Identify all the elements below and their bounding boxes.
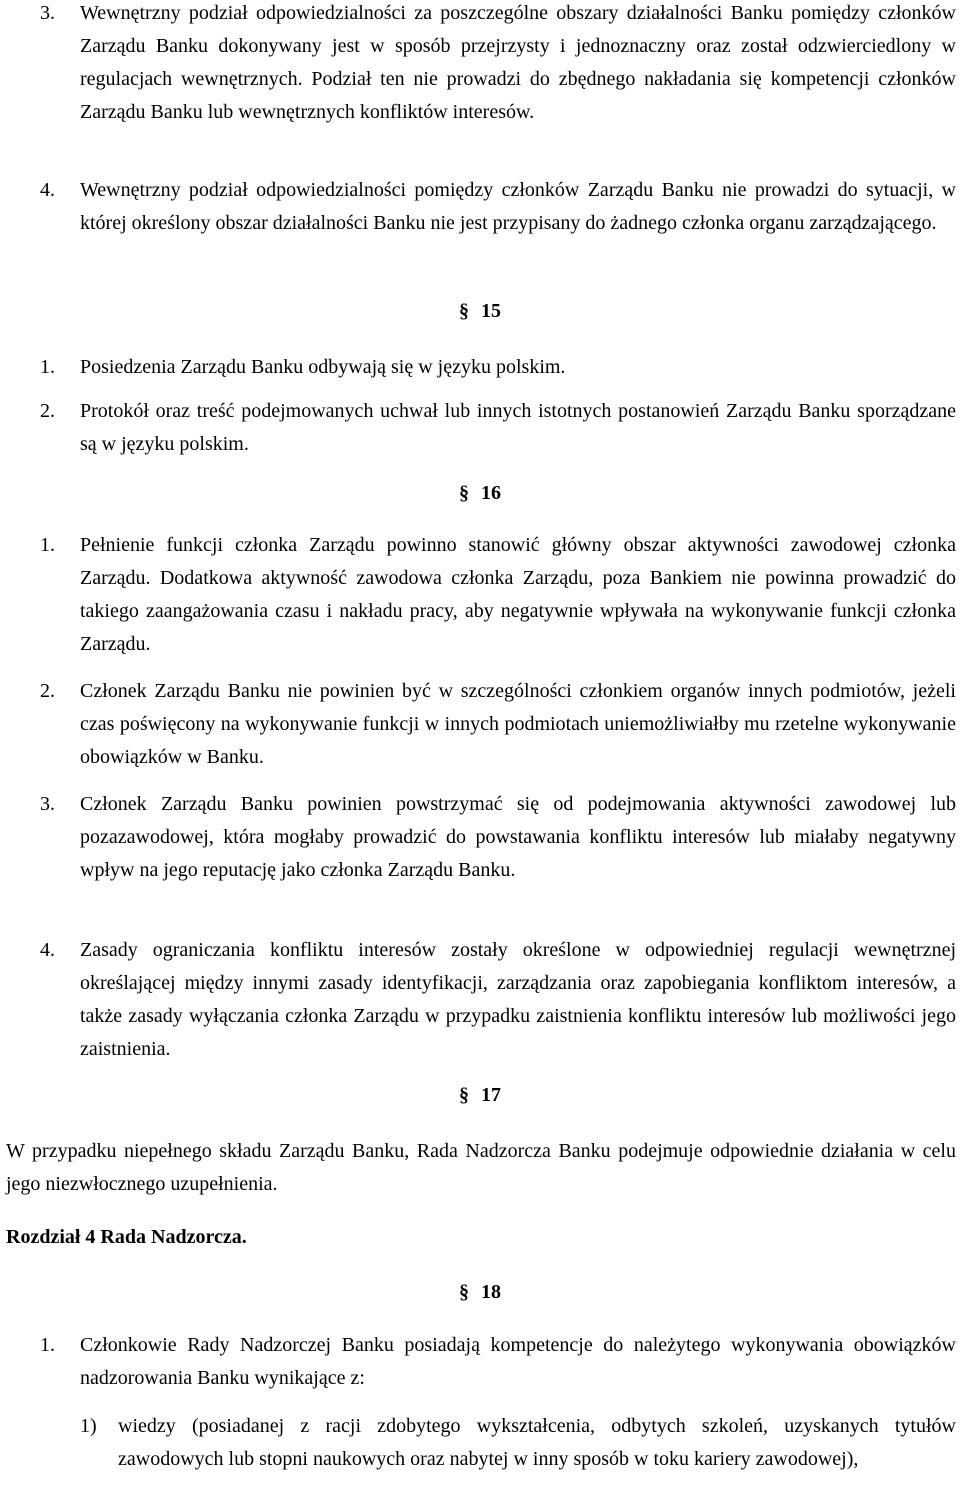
paragraph-number: 1. [40,356,55,378]
paragraph-number: 2. [40,680,55,702]
paragraph-16-3 [40,788,956,887]
paragraph-number: 3. [40,2,55,24]
paragraph-number: 1. [40,534,55,556]
paragraph-text: Wewnętrzny podział odpowiedzialności pomiędzy członków Zarządu Banku nie prowadzi do sytuacji, w której określony obszar działalności Banku nie jest przypisany do żadnego członka organu zarządzającego. [80,179,956,234]
paragraph-18-1 [40,1329,956,1395]
paragraph-text: Członek Zarządu Banku nie powinien być w szczególności członkiem organów innych podmiotów, jeżeli czas poświęcony na wykonywanie funkcji w innych podmiotach uniemożliwiałby mu rzetelne wykonywanie obowiązków w Banku. [80,680,956,768]
paragraph-text: Protokół oraz treść podejmowanych uchwał lub innych istotnych postanowień Zarządu Banku sporządzane są w języku polskim. [80,400,956,455]
paragraph-text: Wewnętrzny podział odpowiedzialności za poszczególne obszary działalności Banku pomiędzy członków Zarządu Banku dokonywany jest w sposób przejrzysty i jednoznaczny oraz został odzwierciedlony w regulacjach wewnętrznych. Podział ten nie prowadzi do zbędnego nakładania się kompetencji członków Zarządu Banku lub wewnętrznych konfliktów interesów. [80,2,956,123]
paragraph-16-4 [40,934,956,1066]
paragraph-number: 1. [40,1334,55,1356]
paragraph-text: Zasady ograniczania konfliktu interesów zostały określone w odpowiedniej regulacji wewnętrznej określającej między innymi zasady identyfikacji, zarządzania oraz zapobiegania konfliktom interesów, a także zasady wyłączania członka Zarządu w przypadku zaistnienia konfliktu interesów lub możliwości jego zaistnienia. [80,939,956,1060]
paragraph-number: 2. [40,400,55,422]
paragraph-text: Posiedzenia Zarządu Banku odbywają się w języku polskim. [80,356,566,378]
subpoint-number: 1) [80,1415,97,1437]
paragraph-number: 4. [40,939,55,961]
section-number: 16 [481,482,501,504]
section-number: 15 [481,300,501,322]
section-sign: § [459,300,469,322]
section-number: 18 [481,1281,501,1303]
paragraph-number: 4. [40,179,55,201]
paragraph-number: 3. [40,793,55,815]
section-sign: § [459,1281,469,1303]
section-sign: § [459,1084,469,1106]
paragraph-14-3 [40,0,956,129]
paragraph-text: Członek Zarządu Banku powinien powstrzymać się od podejmowania aktywności zawodowej lub pozazawodowej, która mogłaby prowadzić do powstawania konfliktu interesów lub miałaby negatywny wpływ na jego reputację jako członka Zarządu Banku. [80,793,956,881]
section-sign: § [459,482,469,504]
paragraph-16-2 [40,675,956,774]
paragraph-16-1 [40,529,956,661]
section-18-heading [0,1276,960,1309]
chapter-heading: Rozdział 4 Rada Nadzorcza. [6,1226,247,1248]
paragraph-text: Członkowie Rady Nadzorczej Banku posiadają kompetencje do należytego wykonywania obowiązków nadzorowania Banku wynikające z: [80,1334,956,1389]
paragraph-17: W przypadku niepełnego składu Zarządu Banku, Rada Nadzorcza Banku podejmuje odpowiednie działania w celu jego niezwłocznego uzupełnienia. [6,1140,956,1195]
subpoint-18-1-1 [80,1410,956,1476]
paragraph-text: Pełnienie funkcji członka Zarządu powinno stanowić główny obszar aktywności zawodowej członka Zarządu. Dodatkowa aktywność zawodowa członka Zarządu, poza Bankiem nie powinna prowadzić do takiego zaangażowania czasu i nakładu pracy, aby negatywnie wpływała na wykonywanie funkcji członka Zarządu. [80,534,956,655]
section-16-heading [0,477,960,510]
subpoint-text: wiedzy (posiadanej z racji zdobytego wykształcenia, odbytych szkoleń, uzyskanych tytułów zawodowych lub stopni naukowych oraz nabytej w inny sposób w toku kariery zawodowej), [118,1415,956,1470]
section-15-heading [0,295,960,328]
paragraph-15-1 [40,351,956,384]
section-number: 17 [481,1084,501,1106]
section-17-heading [0,1079,960,1112]
paragraph-15-2 [40,395,956,461]
paragraph-14-4 [40,174,956,240]
